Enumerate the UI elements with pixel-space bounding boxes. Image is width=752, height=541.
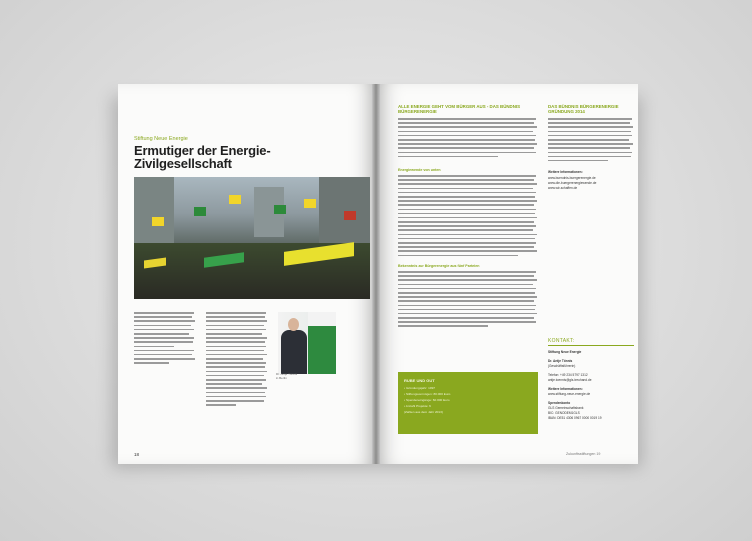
portrait-photo bbox=[278, 312, 336, 374]
fact-item: • Spendeneingänge: 60.000 Euro bbox=[404, 398, 450, 402]
kicker: Stiftung Neue Energie bbox=[134, 136, 188, 142]
book-gutter bbox=[372, 84, 380, 464]
portrait-caption: Dr. Antje Tönnis in Berlin bbox=[276, 372, 298, 380]
side-link[interactable]: www.die-buergerenergiewende.de bbox=[548, 181, 597, 185]
subheading-energiewende: Energiewende von unten bbox=[398, 168, 441, 172]
page-title: Ermutiger der Energie-Zivilgesellschaft bbox=[134, 143, 271, 171]
bank-label: Spendenkonto bbox=[548, 401, 571, 405]
contact-more-label: Weitere Informationen: bbox=[548, 387, 583, 391]
left-page bbox=[118, 84, 376, 464]
body-column-2 bbox=[206, 312, 268, 408]
protest-photo bbox=[134, 177, 370, 299]
page-number-left: 18 bbox=[134, 452, 140, 457]
main-text-3 bbox=[398, 271, 538, 330]
facts-box bbox=[398, 372, 538, 434]
contact-name: Dr. Antje Tönnis bbox=[548, 359, 573, 363]
contact-phone: Telefon: +49 234 5797 1312 bbox=[548, 373, 588, 377]
main-text-1 bbox=[398, 118, 538, 160]
side-link[interactable]: www.wir-schaffen.de bbox=[548, 186, 578, 190]
side-link[interactable]: www.buendnis-buergerenergie.de bbox=[548, 176, 596, 180]
side-heading: DAS BÜNDNIS BÜRGERENERGIE GRÜNDUNG 2014 bbox=[548, 104, 619, 115]
contact-website[interactable]: www.stiftung-neue-energie.de bbox=[548, 392, 591, 396]
fact-item: • Anzahl Projekte: 6 bbox=[404, 404, 431, 408]
contact-email[interactable]: antje.toennis@gls-treuhand.de bbox=[548, 378, 592, 382]
fact-item: (Zahlen aus dem Jahr 2013) bbox=[404, 410, 443, 414]
bank-bic: BIC: GENODEM1GLS bbox=[548, 411, 580, 415]
facts-box-title: RUBE UND GUT bbox=[404, 378, 435, 383]
fact-item: • Gründungsjahr: 1997 bbox=[404, 386, 436, 390]
main-heading: ALLE ENERGIE GEHT VOM BÜRGER AUS - DAS BÜNDNIS BÜRGERENERGIE bbox=[398, 104, 521, 115]
fact-item: • Stiftungsvermögen: 80.000 Euro bbox=[404, 392, 451, 396]
bank-iban: IBAN: DE51 4306 0967 0000 0019 19 bbox=[548, 416, 602, 420]
right-page bbox=[376, 84, 638, 464]
side-more-label: Weitere Informationen: bbox=[548, 170, 583, 174]
bank-name: GLS Gemeinschaftsbank bbox=[548, 406, 584, 410]
subheading-parteien: Bekenntnis zur Bürgerenergie aus fünf Parteien bbox=[398, 264, 480, 268]
body-column-1 bbox=[134, 312, 196, 366]
contact-role: (Geschäftsführerin) bbox=[548, 364, 576, 368]
contact-org: Stiftung Neue Energie bbox=[548, 350, 582, 354]
contact-heading: KONTAKT: bbox=[548, 338, 575, 344]
side-text bbox=[548, 118, 634, 164]
page-footer: Zukunftsstiftungen 19 bbox=[566, 452, 601, 456]
contact-rule bbox=[548, 345, 634, 346]
main-text-2 bbox=[398, 175, 538, 259]
